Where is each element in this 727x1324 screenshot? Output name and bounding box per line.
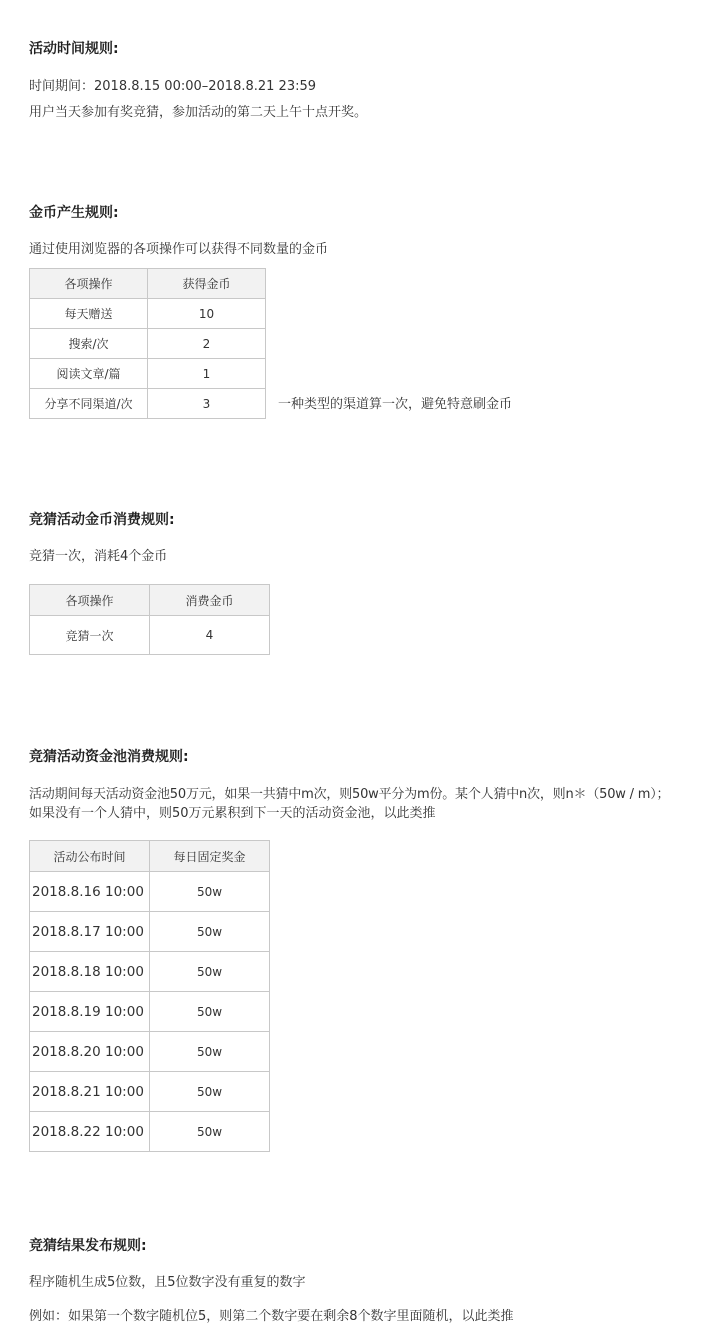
- table-cell-prize: 50w: [150, 872, 270, 912]
- table-cell-date: 2018.8.21 10:00: [30, 1072, 150, 1112]
- table-cell-prize: 50w: [150, 912, 270, 952]
- table-row: [30, 359, 266, 389]
- table-cell-operation: 分享不同渠道/次: [30, 389, 148, 419]
- activity-time-range: 时间期间：2018.8.15 00:00–2018.8.21 23:59: [29, 79, 317, 94]
- activity-time-draw-note: 用户当天参加有奖竞猜，参加活动的第二天上午十点开奖。: [29, 105, 368, 120]
- table-header-row: [30, 585, 270, 616]
- section-heading-prize-pool: 竞猜活动资金池消费规则:: [29, 749, 189, 765]
- table-row: [30, 992, 270, 1032]
- table-row: [30, 329, 266, 359]
- column-header: 获得金币: [148, 269, 266, 299]
- section-heading-coin-consumption: 竞猜活动金币消费规则:: [29, 512, 175, 528]
- table-cell-coins: 2: [148, 329, 266, 359]
- result-publish-example: 例如：如果第一个数字随机位5，则第二个数字要在剩余8个数字里面随机，以此类推: [29, 1309, 514, 1324]
- table-row: [30, 1032, 270, 1072]
- table-cell-date: 2018.8.19 10:00: [30, 992, 150, 1032]
- table-cell-coins: 1: [148, 359, 266, 389]
- table-cell-operation: 竞猜一次: [30, 616, 150, 655]
- coin-earning-note: 一种类型的渠道算一次，避免特意刷金币: [278, 397, 513, 412]
- table-header-row: [30, 269, 266, 299]
- section-heading-coin-earning: 金币产生规则:: [29, 205, 119, 221]
- column-header: 各项操作: [30, 269, 148, 299]
- table-cell-operation: 搜索/次: [30, 329, 148, 359]
- table-cell-date: 2018.8.22 10:00: [30, 1112, 150, 1152]
- table-cell-coins: 10: [148, 299, 266, 329]
- table-cell-prize: 50w: [150, 992, 270, 1032]
- table-header-row: [30, 841, 270, 872]
- table-row: [30, 952, 270, 992]
- section-heading-activity-time: 活动时间规则:: [29, 41, 119, 57]
- table-cell-prize: 50w: [150, 1072, 270, 1112]
- table-cell-operation: 阅读文章/篇: [30, 359, 148, 389]
- table-row: [30, 299, 266, 329]
- table-cell-operation: 每天赠送: [30, 299, 148, 329]
- coin-earning-intro: 通过使用浏览器的各项操作可以获得不同数量的金币: [29, 242, 329, 257]
- table-cell-prize: 50w: [150, 952, 270, 992]
- section-heading-result-publish: 竞猜结果发布规则:: [29, 1238, 147, 1254]
- table-row: [30, 1112, 270, 1152]
- table-row: [30, 1072, 270, 1112]
- table-cell-prize: 50w: [150, 1032, 270, 1072]
- column-header: 各项操作: [30, 585, 150, 616]
- prize-pool-rule-line1: 活动期间每天活动资金池50万元，如果一共猜中m次，则50w平分为m份。某个人猜中n次，则n＊（50w / m）；: [29, 787, 670, 802]
- table-cell-date: 2018.8.18 10:00: [30, 952, 150, 992]
- table-cell-coins: 4: [150, 616, 270, 655]
- column-header: 消费金币: [150, 585, 270, 616]
- coin-consumption-table: [29, 584, 270, 655]
- table-cell-prize: 50w: [150, 1112, 270, 1152]
- table-row: [30, 912, 270, 952]
- prize-pool-rule-line2: 如果没有一个人猜中，则50万元累积到下一天的活动资金池，以此类推: [29, 806, 436, 821]
- table-cell-date: 2018.8.20 10:00: [30, 1032, 150, 1072]
- table-cell-date: 2018.8.17 10:00: [30, 912, 150, 952]
- result-publish-rule: 程序随机生成5位数，且5位数字没有重复的数字: [29, 1275, 306, 1290]
- table-cell-date: 2018.8.16 10:00: [30, 872, 150, 912]
- prize-pool-table: [29, 840, 270, 1152]
- table-row: [30, 616, 270, 655]
- column-header: 每日固定奖金: [150, 841, 270, 872]
- column-header: 活动公布时间: [30, 841, 150, 872]
- table-row: [30, 872, 270, 912]
- coin-earning-table: [29, 268, 266, 419]
- table-row: [30, 389, 266, 419]
- table-cell-coins: 3: [148, 389, 266, 419]
- coin-consumption-intro: 竞猜一次，消耗4个金币: [29, 549, 168, 564]
